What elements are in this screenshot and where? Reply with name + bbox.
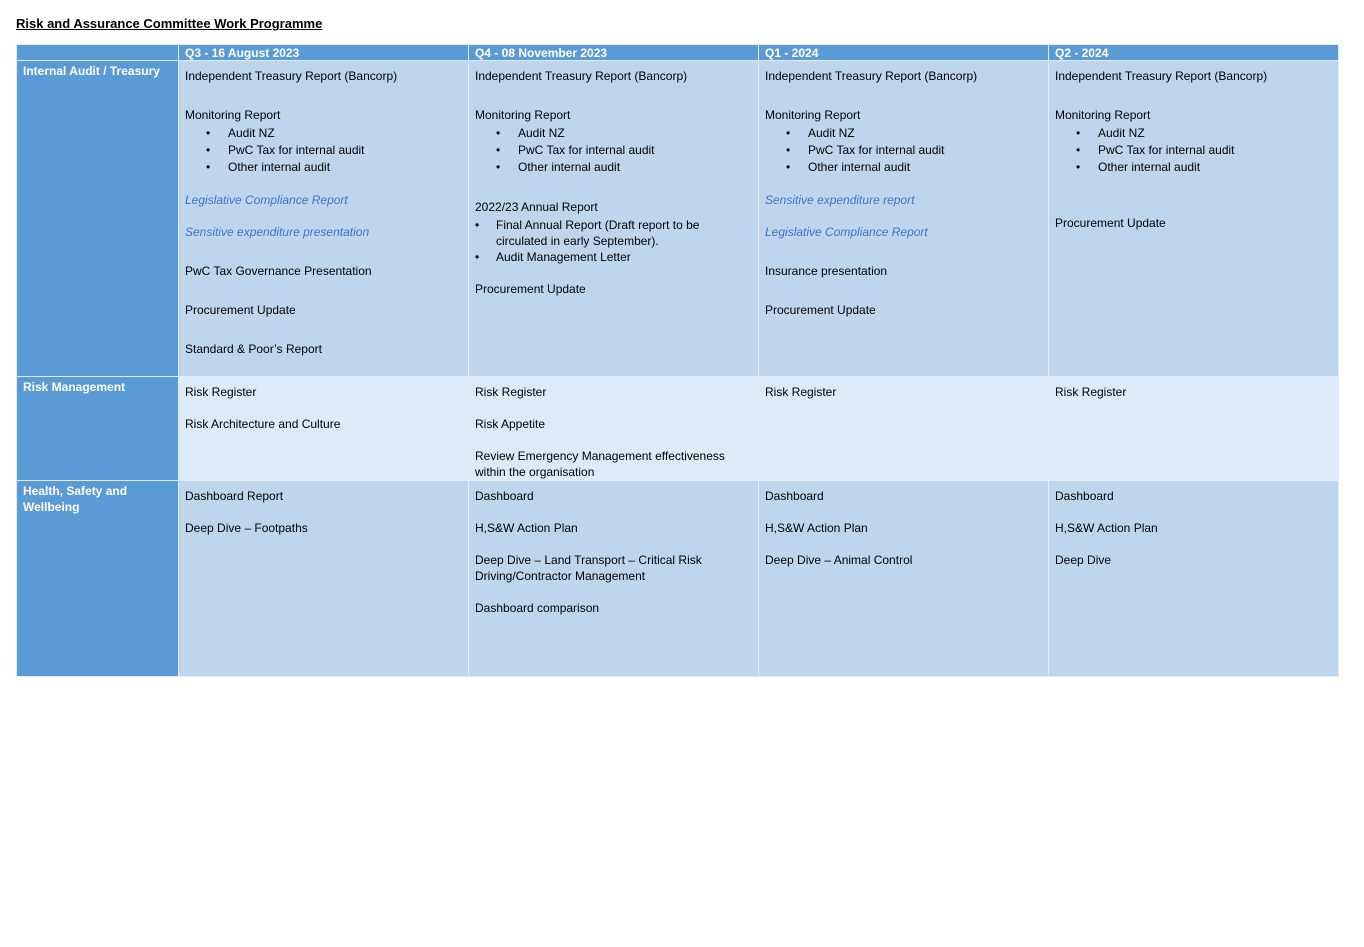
list-item: Monitoring Report bbox=[185, 108, 281, 122]
cell-hsw-q1 bbox=[759, 481, 1049, 677]
table-row bbox=[17, 481, 1339, 677]
cell-risk-q1 bbox=[759, 377, 1049, 481]
header-q3: Q3 - 16 August 2023 bbox=[179, 45, 469, 61]
list-item: H,S&W Action Plan bbox=[475, 521, 578, 535]
cell-internal-audit-q4 bbox=[469, 61, 759, 377]
list-item: • PwC Tax for internal audit bbox=[496, 143, 655, 157]
list-item: Standard & Poor’s Report bbox=[185, 342, 322, 356]
list-item: • Audit NZ bbox=[1076, 126, 1145, 140]
header-q4: Q4 - 08 November 2023 bbox=[469, 45, 759, 61]
row-label-health-safety: Health, Safety and Wellbeing bbox=[17, 481, 179, 677]
list-item: • Other internal audit bbox=[206, 160, 331, 174]
bullet-list bbox=[185, 125, 462, 176]
list-item: Independent Treasury Report (Bancorp) bbox=[1055, 69, 1268, 83]
list-item: Dashboard comparison bbox=[475, 601, 600, 615]
bullet-list bbox=[475, 217, 752, 265]
list-item: Deep Dive – Land Transport – Critical Risk Driving/Contractor Management bbox=[475, 553, 702, 583]
list-item: • Other internal audit bbox=[496, 160, 621, 174]
header-corner bbox=[17, 45, 179, 61]
list-item: Independent Treasury Report (Bancorp) bbox=[185, 69, 398, 83]
list-item: • Other internal audit bbox=[1076, 160, 1201, 174]
cell-hsw-q3 bbox=[179, 481, 469, 677]
list-item: • Final Annual Report (Draft report to be circulated in early September). bbox=[475, 218, 700, 248]
list-item: H,S&W Action Plan bbox=[765, 521, 868, 535]
bullet-list bbox=[475, 125, 752, 176]
list-item: Review Emergency Management effectiveness within the organisation bbox=[475, 449, 725, 479]
list-item: Sensitive expenditure report bbox=[765, 193, 915, 207]
work-programme-table bbox=[16, 44, 1339, 677]
list-item: Risk Architecture and Culture bbox=[185, 417, 341, 431]
page-title: Risk and Assurance Committee Work Programme bbox=[16, 16, 323, 31]
list-item: Dashboard Report bbox=[185, 489, 284, 503]
list-item: • PwC Tax for internal audit bbox=[206, 143, 365, 157]
cell-risk-q2 bbox=[1049, 377, 1339, 481]
list-item: Risk Appetite bbox=[475, 417, 546, 431]
list-item: Risk Register bbox=[475, 385, 547, 399]
cell-internal-audit-q1 bbox=[759, 61, 1049, 377]
list-item: Insurance presentation bbox=[765, 264, 888, 278]
list-item: • PwC Tax for internal audit bbox=[1076, 143, 1235, 157]
list-item: Legislative Compliance Report bbox=[765, 225, 928, 239]
list-item: Dashboard bbox=[475, 489, 534, 503]
list-item: Dashboard bbox=[1055, 489, 1114, 503]
list-item: Procurement Update bbox=[475, 282, 586, 296]
header-q2: Q2 - 2024 bbox=[1049, 45, 1339, 61]
list-item: • Audit NZ bbox=[786, 126, 855, 140]
bullet-list bbox=[765, 125, 1042, 176]
list-item: • Audit NZ bbox=[496, 126, 565, 140]
row-label-risk-management: Risk Management bbox=[17, 377, 179, 481]
list-item: • Audit NZ bbox=[206, 126, 275, 140]
header-q1: Q1 - 2024 bbox=[759, 45, 1049, 61]
list-item: Procurement Update bbox=[765, 303, 876, 317]
list-item: • Other internal audit bbox=[786, 160, 911, 174]
list-item: Procurement Update bbox=[1055, 216, 1166, 230]
table-row bbox=[17, 61, 1339, 377]
cell-hsw-q4 bbox=[469, 481, 759, 677]
list-item: Monitoring Report bbox=[765, 108, 861, 122]
list-item: Deep Dive bbox=[1055, 553, 1112, 567]
list-item: Independent Treasury Report (Bancorp) bbox=[475, 69, 688, 83]
list-item: H,S&W Action Plan bbox=[1055, 521, 1158, 535]
cell-internal-audit-q3 bbox=[179, 61, 469, 377]
table-header-row bbox=[17, 45, 1339, 61]
list-item: Monitoring Report bbox=[1055, 108, 1151, 122]
list-item: Sensitive expenditure presentation bbox=[185, 225, 370, 239]
list-item: • PwC Tax for internal audit bbox=[786, 143, 945, 157]
cell-risk-q3 bbox=[179, 377, 469, 481]
list-item: Independent Treasury Report (Bancorp) bbox=[765, 69, 978, 83]
list-item: Risk Register bbox=[765, 385, 837, 399]
list-item: Legislative Compliance Report bbox=[185, 193, 348, 207]
list-item: Dashboard bbox=[765, 489, 824, 503]
cell-internal-audit-q2 bbox=[1049, 61, 1339, 377]
row-label-internal-audit: Internal Audit / Treasury bbox=[17, 61, 179, 377]
list-item: Procurement Update bbox=[185, 303, 296, 317]
list-item: Deep Dive – Animal Control bbox=[765, 553, 913, 567]
list-item: Risk Register bbox=[1055, 385, 1127, 399]
table-row bbox=[17, 377, 1339, 481]
list-item: PwC Tax Governance Presentation bbox=[185, 264, 372, 278]
list-item: • Audit Management Letter bbox=[475, 250, 631, 264]
list-item: Deep Dive – Footpaths bbox=[185, 521, 308, 535]
list-item: 2022/23 Annual Report bbox=[475, 200, 598, 214]
cell-risk-q4 bbox=[469, 377, 759, 481]
list-item: Monitoring Report bbox=[475, 108, 571, 122]
cell-hsw-q2 bbox=[1049, 481, 1339, 677]
list-item: Risk Register bbox=[185, 385, 257, 399]
bullet-list bbox=[1055, 125, 1332, 176]
